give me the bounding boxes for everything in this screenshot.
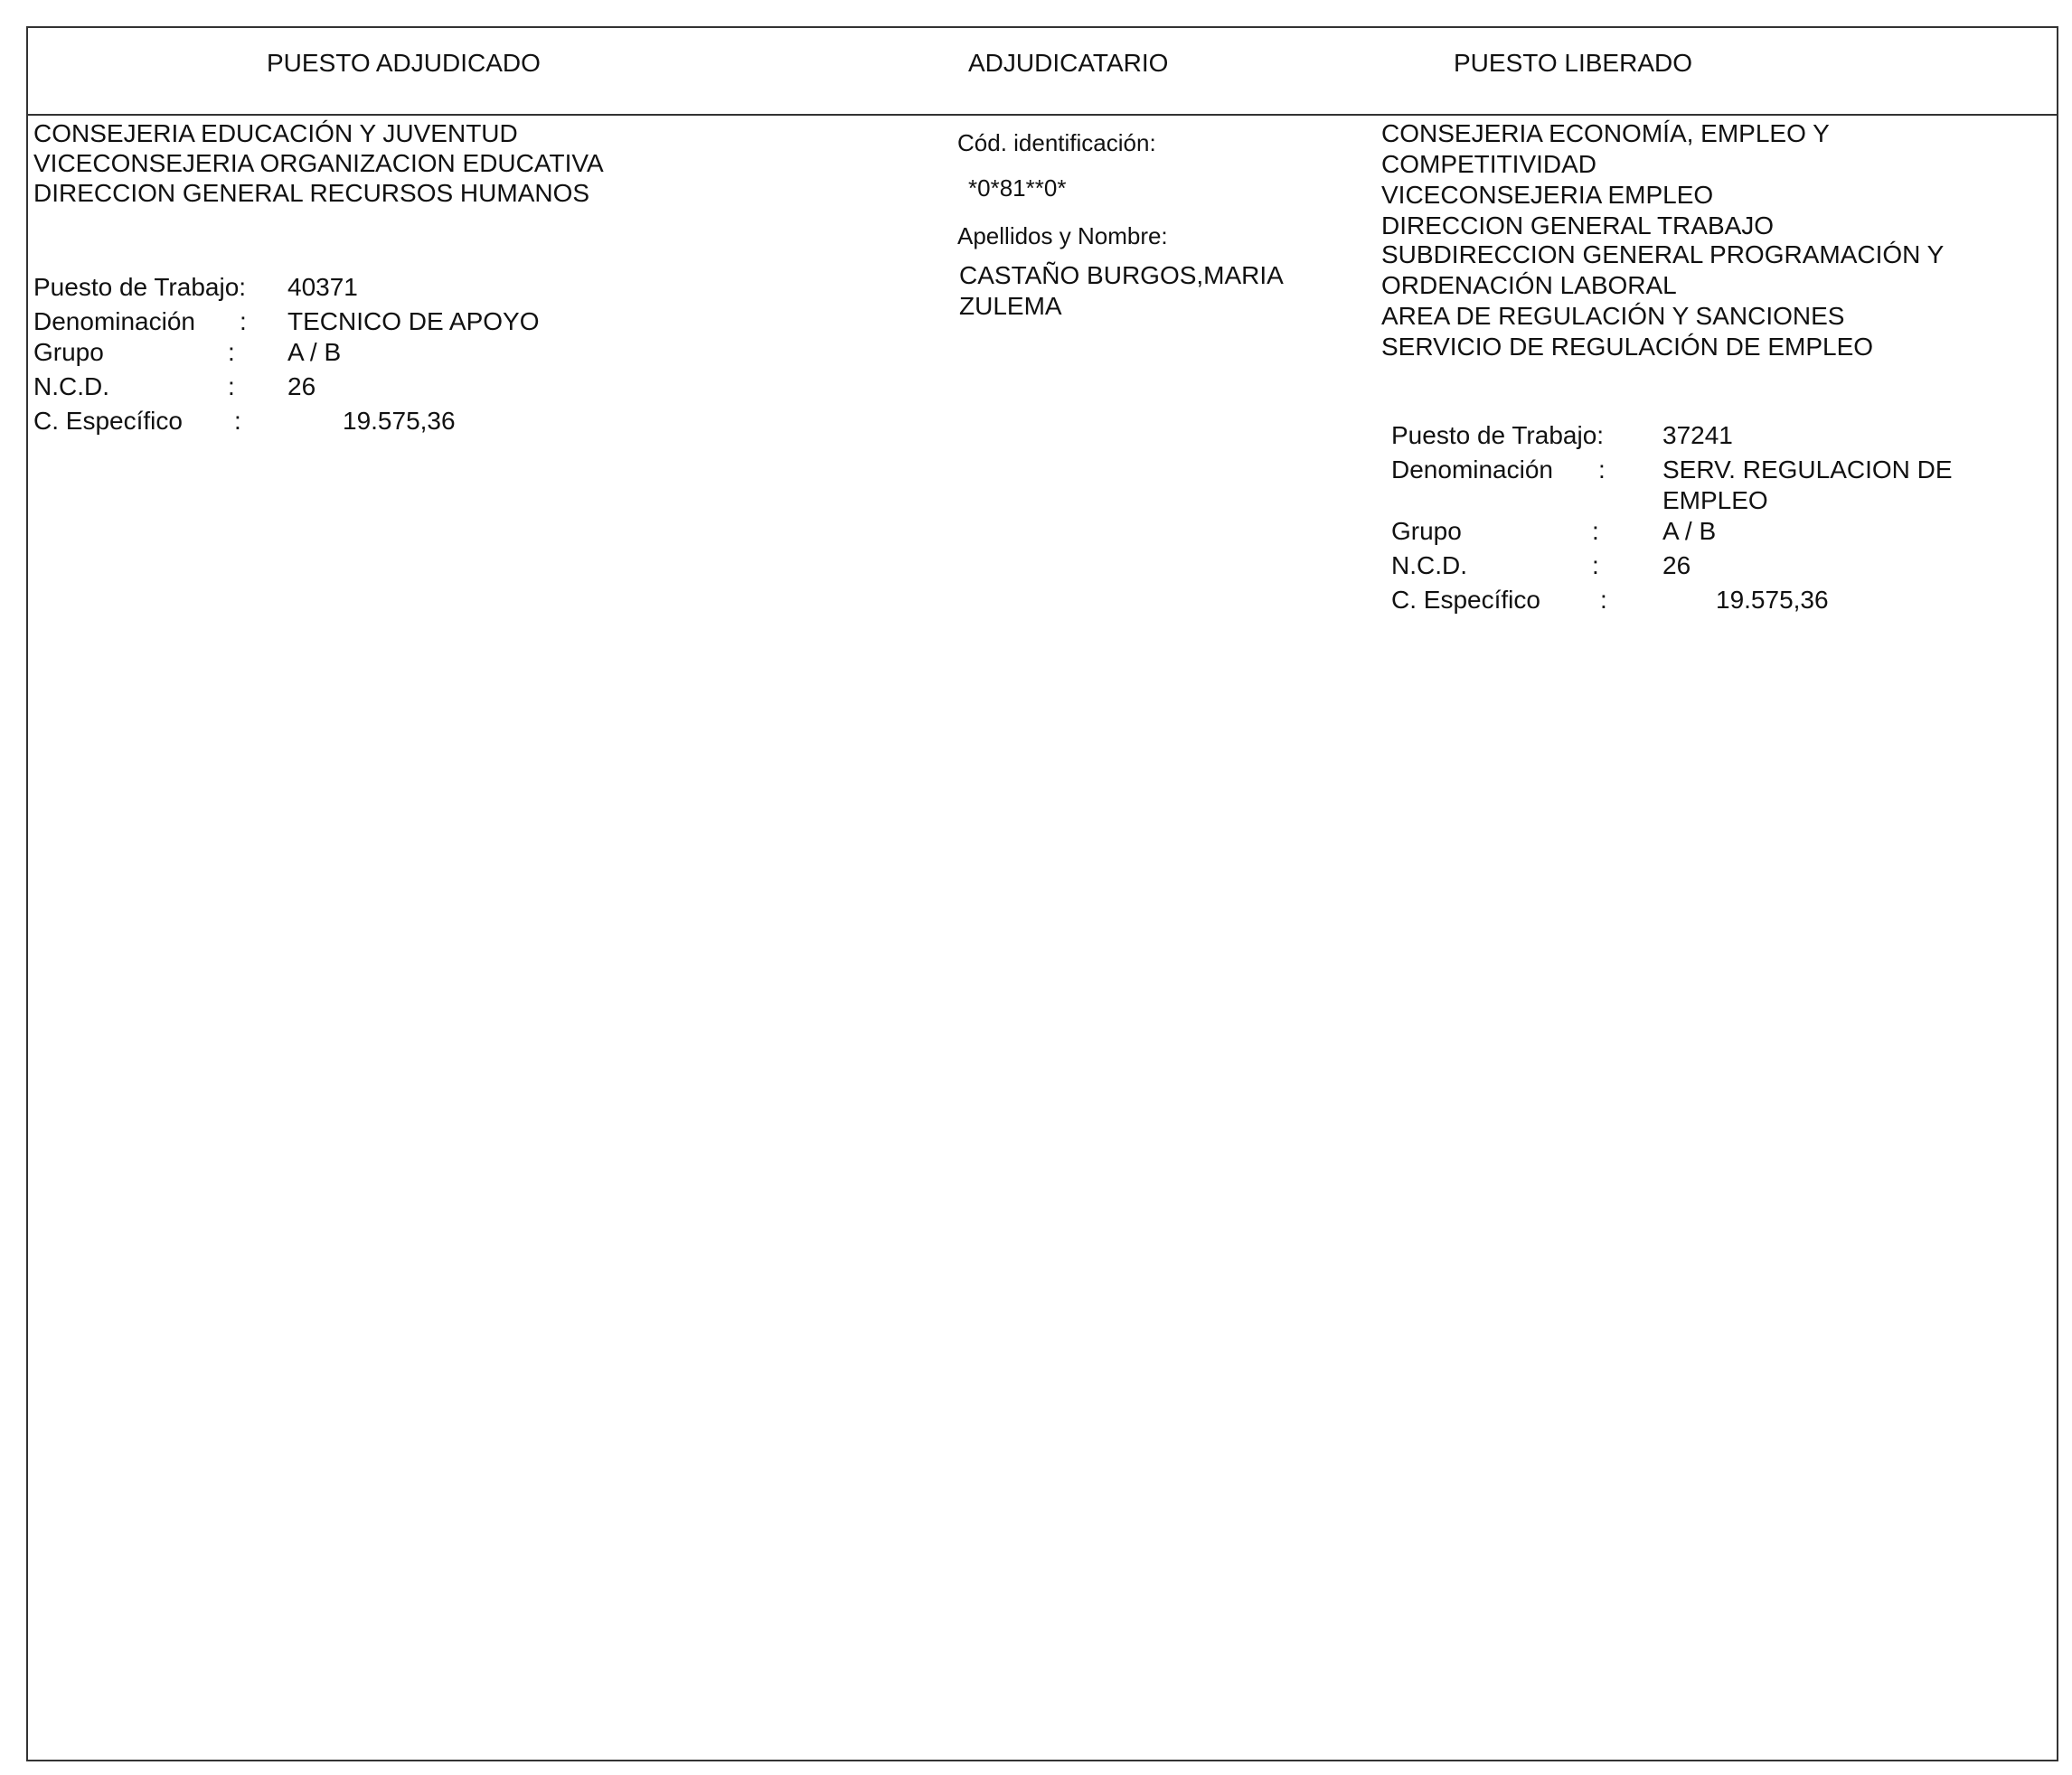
adjudicado-field-value: 26 — [287, 372, 316, 400]
adjudicado-field-label: C. Específico — [33, 407, 183, 435]
adjudicado-org-line: CONSEJERIA EDUCACIÓN Y JUVENTUD — [33, 119, 518, 147]
adjudicado-field-value: A / B — [287, 338, 342, 366]
header-divider — [28, 114, 2057, 116]
liberado-field-value: A / B — [1662, 517, 1717, 545]
cod-identificacion-label: Cód. identificación: — [957, 129, 1156, 156]
adjudicado-field-label: Denominación — [33, 307, 195, 335]
adjudicatario-name-line: ZULEMA — [959, 292, 1062, 320]
liberado-field-sep: : — [1592, 517, 1599, 545]
adjudicado-field-label: Puesto de Trabajo: — [33, 273, 247, 301]
adjudicado-field-value: 19.575,36 — [343, 407, 456, 435]
adjudicado-field-value: 40371 — [287, 273, 358, 301]
liberado-org-line: VICECONSEJERIA EMPLEO — [1381, 181, 1714, 209]
liberado-field-sep: : — [1592, 551, 1599, 579]
adjudicado-field-sep: : — [228, 338, 235, 366]
liberado-org-line: DIRECCION GENERAL TRABAJO — [1381, 211, 1775, 239]
apellidos-nombre-label: Apellidos y Nombre: — [957, 222, 1168, 249]
adjudicado-field-sep: : — [240, 307, 247, 335]
liberado-field-value: 26 — [1662, 551, 1691, 579]
liberado-field-label: Grupo — [1391, 517, 1462, 545]
liberado-org-line: COMPETITIVIDAD — [1381, 150, 1597, 178]
adjudicado-org-line: DIRECCION GENERAL RECURSOS HUMANOS — [33, 179, 590, 207]
adjudicado-field-sep: : — [234, 407, 241, 435]
liberado-field-value: SERV. REGULACION DE — [1662, 455, 1953, 484]
liberado-field-value-continued: EMPLEO — [1662, 486, 1768, 514]
adjudicado-field-sep: : — [228, 372, 235, 400]
liberado-field-label: Puesto de Trabajo: — [1391, 421, 1605, 449]
header-puesto-liberado: PUESTO LIBERADO — [1454, 49, 1693, 77]
header-adjudicatario: ADJUDICATARIO — [968, 49, 1169, 77]
adjudicado-field-label: N.C.D. — [33, 372, 109, 400]
adjudicado-field-value: TECNICO DE APOYO — [287, 307, 540, 335]
liberado-org-line: ORDENACIÓN LABORAL — [1381, 271, 1677, 299]
adjudicatario-name-line: CASTAÑO BURGOS,MARIA — [959, 261, 1284, 289]
liberado-field-label: Denominación — [1391, 455, 1553, 484]
liberado-field-label: C. Específico — [1391, 586, 1540, 614]
liberado-org-line: SUBDIRECCION GENERAL PROGRAMACIÓN Y — [1381, 240, 1945, 268]
liberado-org-line: SERVICIO DE REGULACIÓN DE EMPLEO — [1381, 333, 1874, 361]
liberado-field-sep: : — [1598, 455, 1606, 484]
liberado-org-line: CONSEJERIA ECONOMÍA, EMPLEO Y — [1381, 119, 1830, 147]
liberado-field-label: N.C.D. — [1391, 551, 1467, 579]
liberado-field-value: 37241 — [1662, 421, 1733, 449]
adjudicado-org-line: VICECONSEJERIA ORGANIZACION EDUCATIVA — [33, 149, 604, 177]
adjudicado-field-label: Grupo — [33, 338, 104, 366]
liberado-field-sep: : — [1600, 586, 1607, 614]
header-puesto-adjudicado: PUESTO ADJUDICADO — [267, 49, 541, 77]
liberado-org-line: AREA DE REGULACIÓN Y SANCIONES — [1381, 302, 1845, 330]
liberado-field-value: 19.575,36 — [1716, 586, 1829, 614]
cod-identificacion-value: *0*81**0* — [968, 174, 1067, 202]
